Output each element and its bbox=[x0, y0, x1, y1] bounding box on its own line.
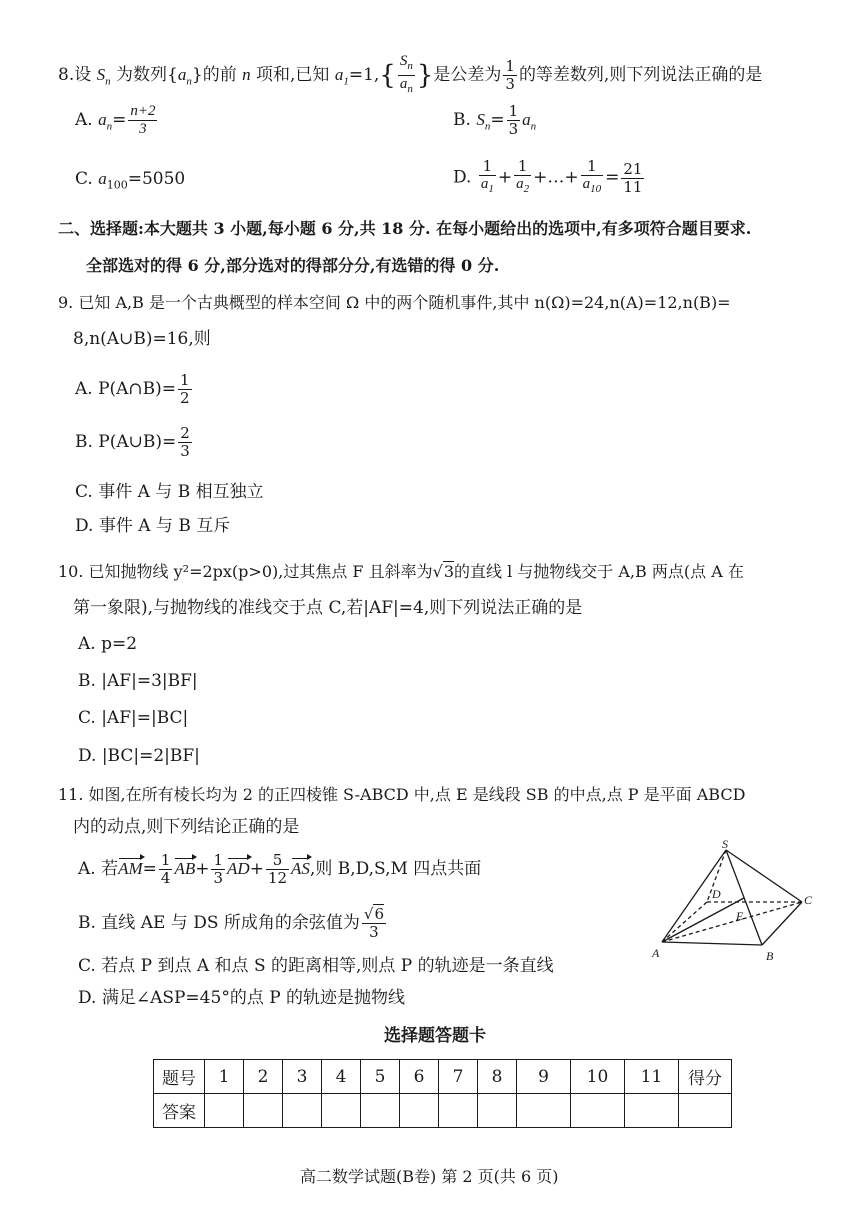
q9-option-a: A. P(A∩B)= $\frac{1}{2}$ bbox=[75, 371, 190, 407]
q11-option-c: C. 若点 P 到点 A 和点 S 的距离相等,则点 P 的轨迹是一条直线 bbox=[78, 956, 554, 976]
q10-option-a: A. p=2 bbox=[78, 634, 138, 654]
cell-score: 得分 bbox=[679, 1060, 732, 1094]
segment-ae bbox=[662, 898, 744, 942]
answer-box-11[interactable] bbox=[625, 1094, 679, 1128]
q11-line1: 11. 如图,在所有棱长均为 2 的正四棱锥 S-ABCD 中,点 E 是线段 SB 的中点,点 P 是平面 ABCD bbox=[58, 785, 746, 804]
q8-option-b: B. $S_n=$ $\frac{1}{3}$ $a_n$ bbox=[453, 102, 537, 138]
q10-option-c: C. |AF|=|BC| bbox=[78, 708, 189, 728]
answer-box-6[interactable] bbox=[400, 1094, 439, 1128]
q10-option-d: D. |BC|=2|BF| bbox=[78, 746, 200, 766]
cell-q4: 4 bbox=[322, 1060, 361, 1094]
cell-q2: 2 bbox=[244, 1060, 283, 1094]
answer-card-title: 选择题答题卡 bbox=[384, 1026, 486, 1046]
cell-header-label: 题号 bbox=[154, 1060, 205, 1094]
score-box[interactable] bbox=[679, 1094, 732, 1128]
label-e: E bbox=[736, 909, 744, 923]
cell-q10: 10 bbox=[571, 1060, 625, 1094]
q11-option-b: B. 直线 AE 与 DS 所成角的余弦值为 $\frac{√6}{3}$ bbox=[78, 905, 384, 941]
q9-line2: 8,n(A∪B)=16,则 bbox=[73, 329, 211, 349]
edge-sb bbox=[726, 850, 762, 945]
q9-option-c: C. 事件 A 与 B 相互独立 bbox=[75, 482, 264, 502]
answer-box-9[interactable] bbox=[517, 1094, 571, 1128]
cell-answer-label: 答案 bbox=[154, 1094, 205, 1128]
answer-box-10[interactable] bbox=[571, 1094, 625, 1128]
q8-option-d: D. $\frac{1}{a_1}$ + $\frac{1}{a_2}$ +…+ $\frac{1}{a_{10}}$ = $\frac{21}{11}$ bbox=[453, 157, 643, 196]
answer-box-1[interactable] bbox=[205, 1094, 244, 1128]
answer-card-header-row bbox=[154, 1060, 732, 1094]
edge-ab bbox=[662, 942, 762, 945]
q9-line1: 9. 已知 A,B 是一个古典概型的样本空间 Ω 中的两个随机事件,其中 n(Ω)=24,n(A)=12,n(B)= bbox=[58, 293, 731, 312]
q10-line2: 第一象限),与抛物线的准线交于点 C,若|AF|=4,则下列说法正确的是 bbox=[73, 598, 583, 618]
cell-q7: 7 bbox=[439, 1060, 478, 1094]
cell-q5: 5 bbox=[361, 1060, 400, 1094]
q11-option-a: A. 若AM= $\frac{1}{4}$ AB+ $\frac{1}{3}$ AD+ $\frac{5}{12}$ AS,则 B,D,S,M 四点共面 bbox=[78, 851, 482, 887]
q9-option-d: D. 事件 A 与 B 互斥 bbox=[75, 516, 231, 536]
answer-box-5[interactable] bbox=[361, 1094, 400, 1128]
section2-line2: 全部选对的得 6 分,部分选对的得部分分,有选错的得 0 分. bbox=[86, 256, 500, 275]
q10-option-b: B. |AF|=3|BF| bbox=[78, 671, 198, 691]
answer-box-8[interactable] bbox=[478, 1094, 517, 1128]
q10-line1: 10. 已知抛物线 y²=2px(p>0),过其焦点 F 且斜率为√3的直线 l 与抛物线交于 A,B 两点(点 A 在 bbox=[58, 562, 744, 581]
edge-sc bbox=[726, 850, 802, 902]
diagonal-ac bbox=[662, 902, 802, 942]
q11-option-d: D. 满足∠ASP=45°的点 P 的轨迹是抛物线 bbox=[78, 988, 406, 1008]
label-b: B bbox=[766, 949, 774, 963]
answer-box-3[interactable] bbox=[283, 1094, 322, 1128]
edge-bc bbox=[762, 902, 802, 945]
cell-q11: 11 bbox=[625, 1060, 679, 1094]
q9-option-b: B. P(A∪B)= $\frac{2}{3}$ bbox=[75, 424, 190, 460]
label-s: S bbox=[722, 840, 728, 851]
label-a: A bbox=[652, 946, 660, 960]
q8-stem: 8.设 $S_n$ 为数列$\{a_n\}$的前 n 项和,已知 $a_1=1$,{ $\frac{S_n}{a_n}$ }是公差为 $\frac{1}{3}$ 的等差数列,则下列说法正确的是 bbox=[58, 53, 763, 95]
cell-q9: 9 bbox=[517, 1060, 571, 1094]
answer-card-table bbox=[153, 1059, 732, 1128]
page-footer: 高二数学试题(B卷) 第 2 页(共 6 页) bbox=[300, 1167, 559, 1186]
q8-option-c: C. $a_{100}=5050$ bbox=[75, 169, 186, 192]
section2-line1: 二、选择题:本大题共 3 小题,每小题 6 分,共 18 分. 在每小题给出的选项中,有多项符合题目要求. bbox=[58, 219, 752, 238]
pyramid-figure bbox=[650, 840, 820, 965]
label-d: D bbox=[712, 887, 721, 901]
answer-card-answer-row bbox=[154, 1094, 732, 1128]
cell-q8: 8 bbox=[478, 1060, 517, 1094]
q11-line2: 内的动点,则下列结论正确的是 bbox=[73, 817, 300, 837]
cell-q3: 3 bbox=[283, 1060, 322, 1094]
label-c: C bbox=[804, 893, 813, 907]
answer-box-2[interactable] bbox=[244, 1094, 283, 1128]
cell-q1: 1 bbox=[205, 1060, 244, 1094]
answer-box-7[interactable] bbox=[439, 1094, 478, 1128]
cell-q6: 6 bbox=[400, 1060, 439, 1094]
q8-option-a: A. $a_n=$ $\frac{n+2}{3}$ bbox=[75, 103, 156, 137]
answer-box-4[interactable] bbox=[322, 1094, 361, 1128]
